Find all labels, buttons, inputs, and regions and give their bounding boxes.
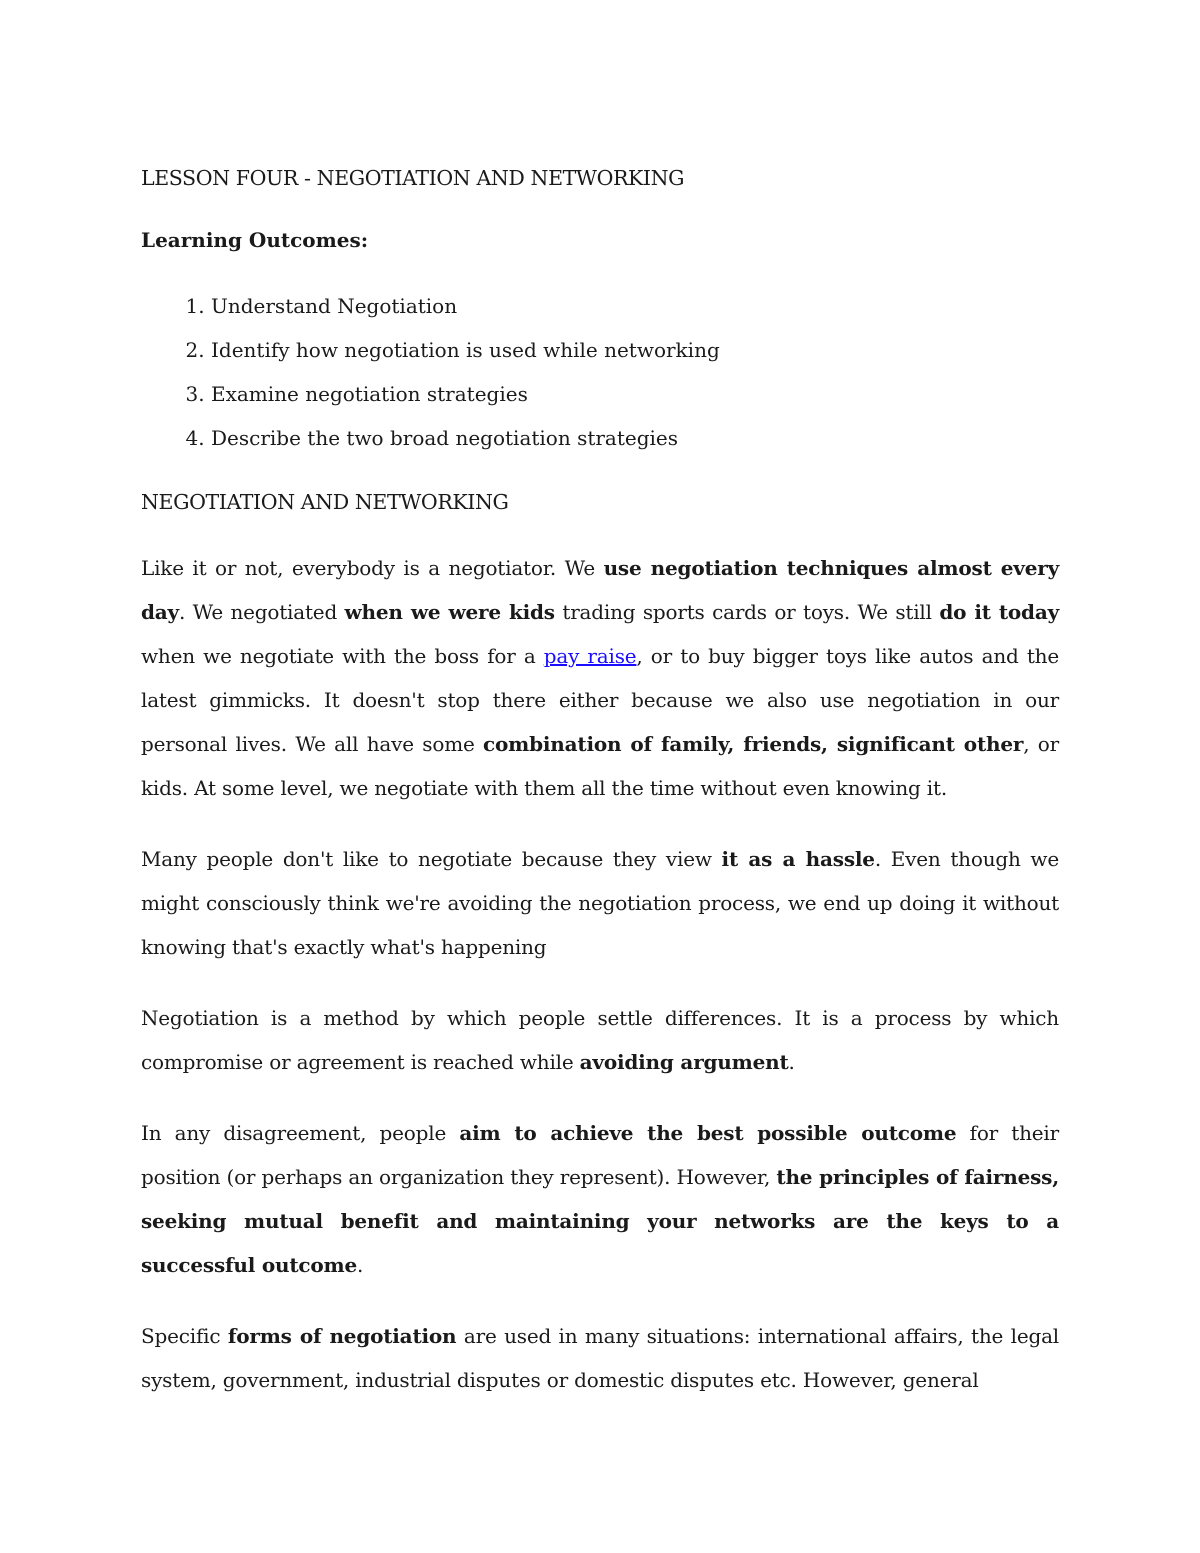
text-run: Negotiation is a method by which people settle differences. It is a process by which compromise or agreement is reached while [141,1006,1059,1074]
paragraph-forms [141,1314,1059,1402]
bold-phrase: the principles of fairness, seeking mutual benefit and maintaining your networks are the keys to a successful outcome [141,1165,1059,1277]
text-run: when we negotiate with the boss for a [141,644,544,668]
list-item: 3. Examine negotiation strategies [211,372,1059,416]
list-item: 4. Describe the two broad negotiation strategies [211,416,1059,460]
paragraph-definition [141,996,1059,1084]
section-title: NEGOTIATION AND NETWORKING [141,490,509,514]
text-run: , or kids. At some level, we negotiate with them all the time without even knowing it. [141,732,1060,800]
text-run: , or to buy bigger toys like autos and the latest gimmicks. It doesn't stop there either because we also use negotiation in our personal lives. We all have some [141,644,1059,756]
text-run: In any disagreement, people [141,1121,460,1145]
paragraph-everybody-negotiates [141,546,1059,810]
pay-raise-link[interactable]: pay raise [543,644,637,668]
bold-phrase: use negotiation techniques almost every day [141,556,1060,624]
text-run: . [357,1253,364,1277]
bold-phrase: aim to achieve the best possible outcome [459,1121,957,1145]
learning-outcomes-label: Learning Outcomes: [141,228,369,252]
bold-phrase: when we were kids [344,600,555,624]
bold-phrase: avoiding argument [579,1050,789,1074]
text-run: . We negotiated [178,600,345,624]
text-run: . Even though we might consciously think we're avoiding the negotiation process, we end up doing it without knowing that's exactly what's happening [141,847,1059,959]
text-run: Many people don't like to negotiate because they view [141,847,722,871]
list-item: 2. Identify how negotiation is used while networking [211,328,1059,372]
text-run: are used in many situations: international affairs, the legal system, government, industrial disputes or domestic disputes etc. However, general [141,1324,1059,1392]
text-run: Like it or not, everybody is a negotiator. We [141,556,604,580]
text-run: for their position (or perhaps an organization they represent). However, [141,1121,1059,1189]
paragraph-outcome [141,1111,1059,1287]
bold-phrase: forms of negotiation [227,1324,457,1348]
bold-phrase: it as a hassle [721,847,875,871]
lesson-title: LESSON FOUR - NEGOTIATION AND NETWORKING [141,166,685,190]
list-item: 1. Understand Negotiation [211,284,1059,328]
bold-phrase: do it today [939,600,1060,624]
text-run: trading sports cards or toys. We still [554,600,940,624]
bold-phrase: combination of family, friends, significant other [483,732,1024,756]
paragraph-hassle [141,837,1059,969]
text-run: . [788,1050,795,1074]
document-page [141,160,1059,1402]
learning-outcomes-list [141,284,1059,460]
text-run: Specific [141,1324,228,1348]
